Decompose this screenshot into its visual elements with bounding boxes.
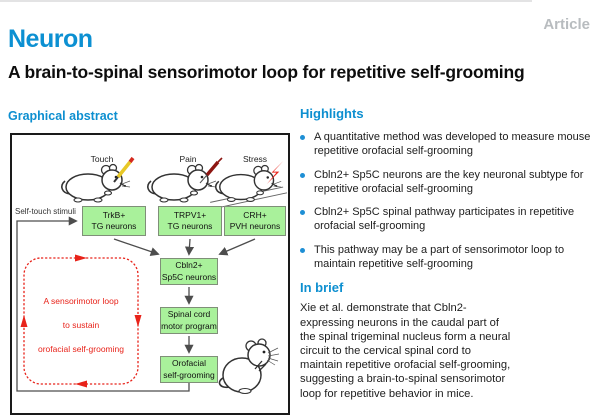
stimulus-label-stress: Stress	[242, 154, 268, 164]
bullet-icon	[300, 135, 305, 140]
loop-text-line2: to sustain	[62, 320, 100, 330]
loop-text-line3: orofacial self-grooming	[38, 344, 124, 354]
highlight-item: A quantitative method was developed to measure mouse repetitive orofacial self-grooming	[300, 130, 594, 159]
in-brief-heading: In brief	[300, 280, 344, 296]
bullet-icon	[300, 173, 305, 178]
in-brief-text: Xie et al. demonstrate that Cbln2-expressing neurons in the caudal part of the spinal trigeminal nucleus form a neural circuit to the cervical spinal cord to maintain repetitive orofacial self-grooming, suggesting a brain-to-spinal sensorimotor loop for repetitive behavior in mice.	[300, 302, 511, 400]
bullet-icon	[300, 210, 305, 215]
neuron-box-trpv1: TRPV1+ TG neurons	[158, 206, 222, 236]
pain-syringe-icon	[200, 158, 222, 183]
pain-mouse-icon	[148, 165, 216, 203]
touch-mouse-icon	[62, 165, 130, 203]
highlight-item: Cbln2+ Sp5C spinal pathway participates in repetitive orofacial self-grooming	[300, 205, 594, 234]
highlights-list	[300, 130, 594, 271]
grooming-mouse-icon	[219, 339, 279, 394]
loop-text-line1: A sensorimotor loop	[43, 296, 119, 306]
highlight-item: This pathway may be a part of sensorimotor loop to maintain repetitive self-grooming	[300, 243, 594, 272]
self-touch-label: Self-touch stimuli	[15, 207, 76, 216]
top-divider	[0, 0, 532, 2]
neuron-box-crh: CRH+ PVH neurons	[224, 206, 286, 236]
pathway-box-cbln2: Cbln2+ Sp5C neurons	[160, 258, 218, 285]
neuron-box-trkb: TrkB+ TG neurons	[82, 206, 146, 236]
right-column	[300, 106, 594, 401]
journal-logo: Neuron	[8, 25, 93, 53]
bullet-icon	[300, 248, 305, 253]
stimulus-label-pain: Pain	[179, 154, 197, 164]
graphical-abstract-diagram	[12, 135, 288, 413]
highlights-heading: Highlights	[300, 106, 364, 121]
graphical-abstract-heading: Graphical abstract	[8, 109, 118, 123]
pathway-box-spinal-cord: Spinal cord motor program	[160, 307, 218, 334]
graphical-abstract-panel	[10, 133, 290, 415]
stimulus-label-touch: Touch	[90, 154, 114, 164]
highlight-item: Cbln2+ Sp5C neurons are the key neuronal subtype for repetitive orofacial self-grooming	[300, 168, 594, 197]
article-type-label: Article	[543, 16, 590, 33]
touch-pencil-icon	[114, 158, 133, 182]
paper-title: A brain-to-spinal sensorimotor loop for repetitive self-grooming	[8, 62, 525, 82]
pathway-box-orofacial: Orofacial self-grooming	[160, 356, 218, 383]
